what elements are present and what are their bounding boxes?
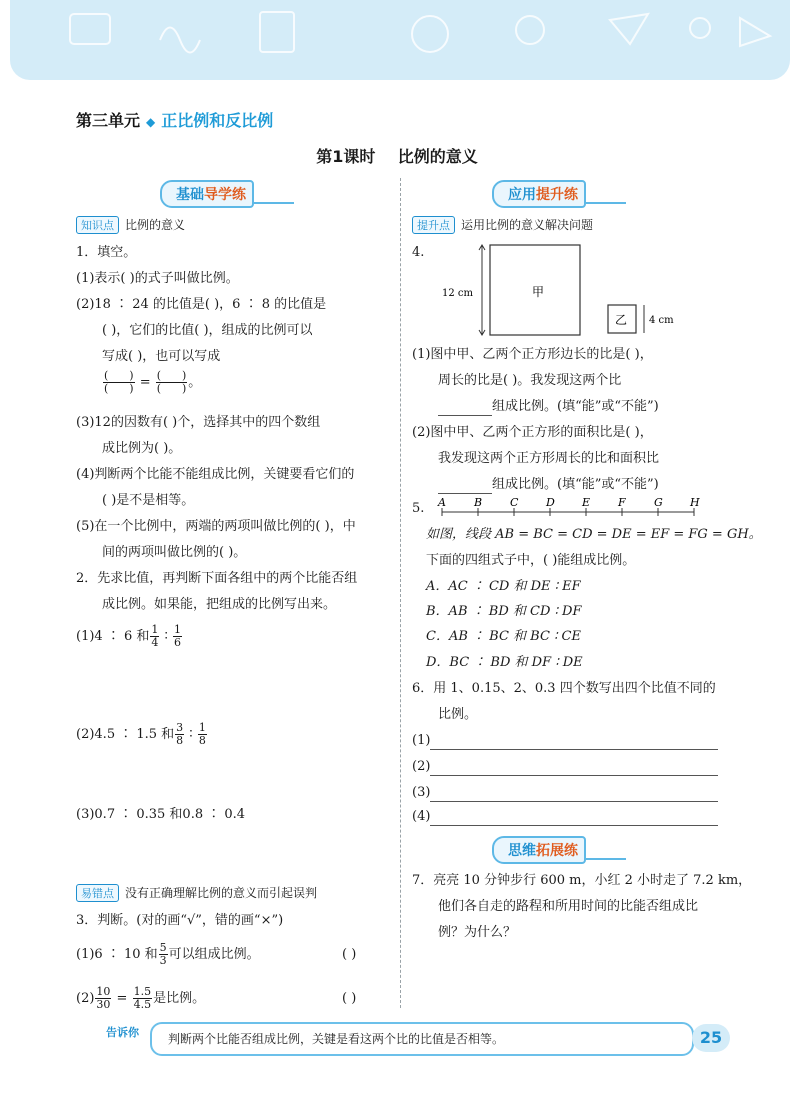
tag-badge: 提升点 <box>412 216 455 234</box>
square-a-side: 12 cm <box>442 288 473 299</box>
q3-item2-answer[interactable]: ( ) <box>342 991 357 1006</box>
q1-part1: (1)表示( )的式子叫做比例。 <box>76 271 239 286</box>
banner-decoration <box>10 0 790 80</box>
q5-option-c: C．AB ∶ BC 和 BC ∶ CE <box>426 629 581 644</box>
q4-part2-hint: 组成比例。(填“能”或“不能”) <box>492 477 659 492</box>
lesson-title: 第1课时 比例的意义 <box>316 147 478 166</box>
q2-item1 <box>76 624 183 649</box>
q5-option-b: B．AB ∶ BD 和 CD ∶ DF <box>426 604 582 619</box>
section-header-extend <box>492 836 626 864</box>
q3-item2-tail: 是比例。 <box>153 991 206 1006</box>
frac-numerator: 3 <box>176 721 184 734</box>
q4-part1-line3 <box>438 398 659 416</box>
page-number: 25 <box>692 1024 730 1052</box>
frac-numerator: 1 <box>198 721 206 734</box>
q1-part4-line1: (4)判断两个比能不能组成比例，关键要看它们的 <box>76 467 355 482</box>
q2-item2 <box>76 722 208 747</box>
q6-answer-4 <box>412 808 718 826</box>
q1-part5-line2: 间的两项叫做比例的( )。 <box>102 545 247 560</box>
frac-denominator: 30 <box>96 998 111 1011</box>
answer-label: (4) <box>412 809 431 824</box>
tip-badge: 告诉你 <box>106 1026 139 1039</box>
answer-label: (1) <box>412 733 431 748</box>
frac-denominator: 8 <box>176 734 184 747</box>
colon: ∶ <box>160 629 173 644</box>
q2-item1-text: (1)4 ∶ 6 和 <box>76 629 150 644</box>
q4-title: 4. <box>412 245 425 260</box>
q5-segment-figure <box>434 496 704 520</box>
unit-label: 第三单元 <box>76 111 141 130</box>
square-b-label: 乙 <box>615 313 628 327</box>
unit-topic: 正比例和反比例 <box>161 111 274 130</box>
unit-title <box>76 108 273 131</box>
bullet-icon: ◆ <box>146 115 156 129</box>
q1-part2-line2: ( )，它们的比值( )，组成的比例可以 <box>102 323 313 338</box>
frac-denominator: 3 <box>159 954 167 967</box>
frac-numerator: 10 <box>96 985 111 998</box>
q4-part1-hint: 组成比例。(填“能”或“不能”) <box>492 399 659 414</box>
improve-tag <box>412 216 593 234</box>
q4-part2-line1: (2)图中甲、乙两个正方形的面积比是( )， <box>412 425 653 440</box>
answer-blank[interactable] <box>430 801 718 802</box>
segment-point-label: C <box>510 496 519 509</box>
section-header-basic <box>160 180 294 208</box>
q3-item1-text: (1)6 ∶ 10 和 <box>76 947 158 962</box>
frac-denominator: 4 <box>151 636 159 649</box>
q1-part5-line1: (5)在一个比例中，两端的两项叫做比例的( )，中 <box>76 519 356 534</box>
frac-numerator: 1 <box>174 623 182 636</box>
answer-label: (2) <box>412 759 431 774</box>
equals: = <box>112 991 132 1006</box>
q2-item2-text: (2)4.5 ∶ 1.5 和 <box>76 727 175 742</box>
section-title-part-a: 应用 <box>508 187 536 203</box>
frac-denominator: 8 <box>198 734 206 747</box>
segment-point-label: D <box>546 496 555 509</box>
q6-title-line2: 比例。 <box>438 707 478 722</box>
segment-point-label: H <box>690 496 700 509</box>
tag-text: 比例的意义 <box>125 218 186 232</box>
tag-badge: 知识点 <box>76 216 119 234</box>
q4-part2-line2: 我发现这两个正方形周长的比和面积比 <box>438 451 660 466</box>
segment-point-label: A <box>438 496 446 509</box>
column-divider <box>400 178 401 1008</box>
q1-part3-line2: 成比例为( )。 <box>102 441 182 456</box>
answer-blank[interactable] <box>430 749 718 750</box>
q2-item3: (3)0.7 ∶ 0.35 和0.8 ∶ 0.4 <box>76 807 246 822</box>
frac-denominator: 4.5 <box>133 998 152 1011</box>
frac-numerator: 5 <box>159 941 167 954</box>
q5-description: 如图，线段 AB = BC = CD = DE = EF = FG = GH。 <box>426 527 762 542</box>
segment-point-label: F <box>618 496 626 509</box>
q3-item2 <box>76 986 205 1011</box>
knowledge-tag <box>76 216 185 234</box>
frac-numerator: 1.5 <box>133 985 152 998</box>
q2-title-line2: 成比例。如果能，把组成的比例写出来。 <box>102 597 337 612</box>
square-b-side: 4 cm <box>649 315 674 326</box>
frac-denominator: 6 <box>174 636 182 649</box>
q2-title-line1: 2．先求比值，再判断下面各组中的两个比能否组 <box>76 571 358 586</box>
q5-title: 5. <box>412 501 425 516</box>
q6-title-line1: 6．用 1、0.15、2、0.3 四个数写出四个比值不同的 <box>412 681 716 696</box>
segment-point-label: E <box>582 496 591 509</box>
q1-part4-line2: ( )是不是相等。 <box>102 493 195 508</box>
segment-point-label: G <box>654 496 663 509</box>
segment-point-label: B <box>474 496 483 509</box>
tip-text: 判断两个比能否组成比例，关键是看这两个比的比值是否相等。 <box>168 1032 505 1046</box>
section-title-part-a: 思维 <box>508 843 536 859</box>
q4-part1-line2: 周长的比是( )。我发现这两个比 <box>438 373 622 388</box>
q3-item1-answer[interactable]: ( ) <box>342 947 357 962</box>
tag-badge: 易错点 <box>76 884 119 902</box>
q1-part2-line3: 写成( )，也可以写成 <box>102 349 221 364</box>
q3-item1-tail: 可以组成比例。 <box>168 947 260 962</box>
colon: ∶ <box>185 727 197 742</box>
answer-blank[interactable] <box>438 493 492 494</box>
period: 。 <box>188 375 202 390</box>
q6-answer-3 <box>412 784 718 802</box>
square-a-label: 甲 <box>532 285 545 299</box>
q5-question: 下面的四组式子中，( )能组成比例。 <box>426 553 636 568</box>
tag-text: 运用比例的意义解决问题 <box>461 218 594 232</box>
q3-title: 3．判断。(对的画“√”，错的画“×”) <box>76 913 284 928</box>
q7-line3: 例？为什么？ <box>438 925 517 940</box>
q1-part2-line1: (2)18 ∶ 24 的比值是( )，6 ∶ 8 的比值是 <box>76 297 327 312</box>
q1-part2-fraction-blank: $\frac{( )}{( )}$ = $\frac{( )}{( )}$ 。 <box>104 369 202 395</box>
q4-squares-figure <box>440 240 710 340</box>
answer-blank[interactable] <box>438 415 492 416</box>
q4-part2-line3 <box>438 476 659 494</box>
error-tag <box>76 884 317 902</box>
q6-answer-2 <box>412 758 718 776</box>
answer-blank[interactable] <box>430 825 718 826</box>
section-title-part-b: 提升练 <box>536 187 578 203</box>
tag-text: 没有正确理解比例的意义而引起误判 <box>125 886 318 900</box>
answer-label: (3) <box>412 785 431 800</box>
q7-line2: 他们各自走的路程和所用时间的比能否组成比 <box>438 899 699 914</box>
q1-part3-line1: (3)12的因数有( )个，选择其中的四个数组 <box>76 415 321 430</box>
q6-answer-1 <box>412 732 718 750</box>
header-banner <box>10 0 790 80</box>
q5-option-a: A．AC ∶ CD 和 DE ∶ EF <box>426 579 581 594</box>
q4-part1-line1: (1)图中甲、乙两个正方形边长的比是( )， <box>412 347 653 362</box>
q5-option-d: D．BC ∶ BD 和 DF ∶ DE <box>426 655 583 670</box>
q3-item1 <box>76 942 260 967</box>
frac-numerator: 1 <box>151 623 159 636</box>
section-title-part-b: 导学练 <box>204 187 246 203</box>
q7-line1: 7．亮亮 10 分钟步行 600 m，小红 2 小时走了 7.2 km， <box>412 873 752 888</box>
q3-item2-label: (2) <box>76 991 95 1006</box>
section-title-part-a: 基础 <box>176 187 204 203</box>
answer-blank[interactable] <box>430 775 718 776</box>
section-header-apply <box>492 180 626 208</box>
q1-title: 1．填空。 <box>76 245 137 260</box>
section-title-part-b: 拓展练 <box>536 843 578 859</box>
